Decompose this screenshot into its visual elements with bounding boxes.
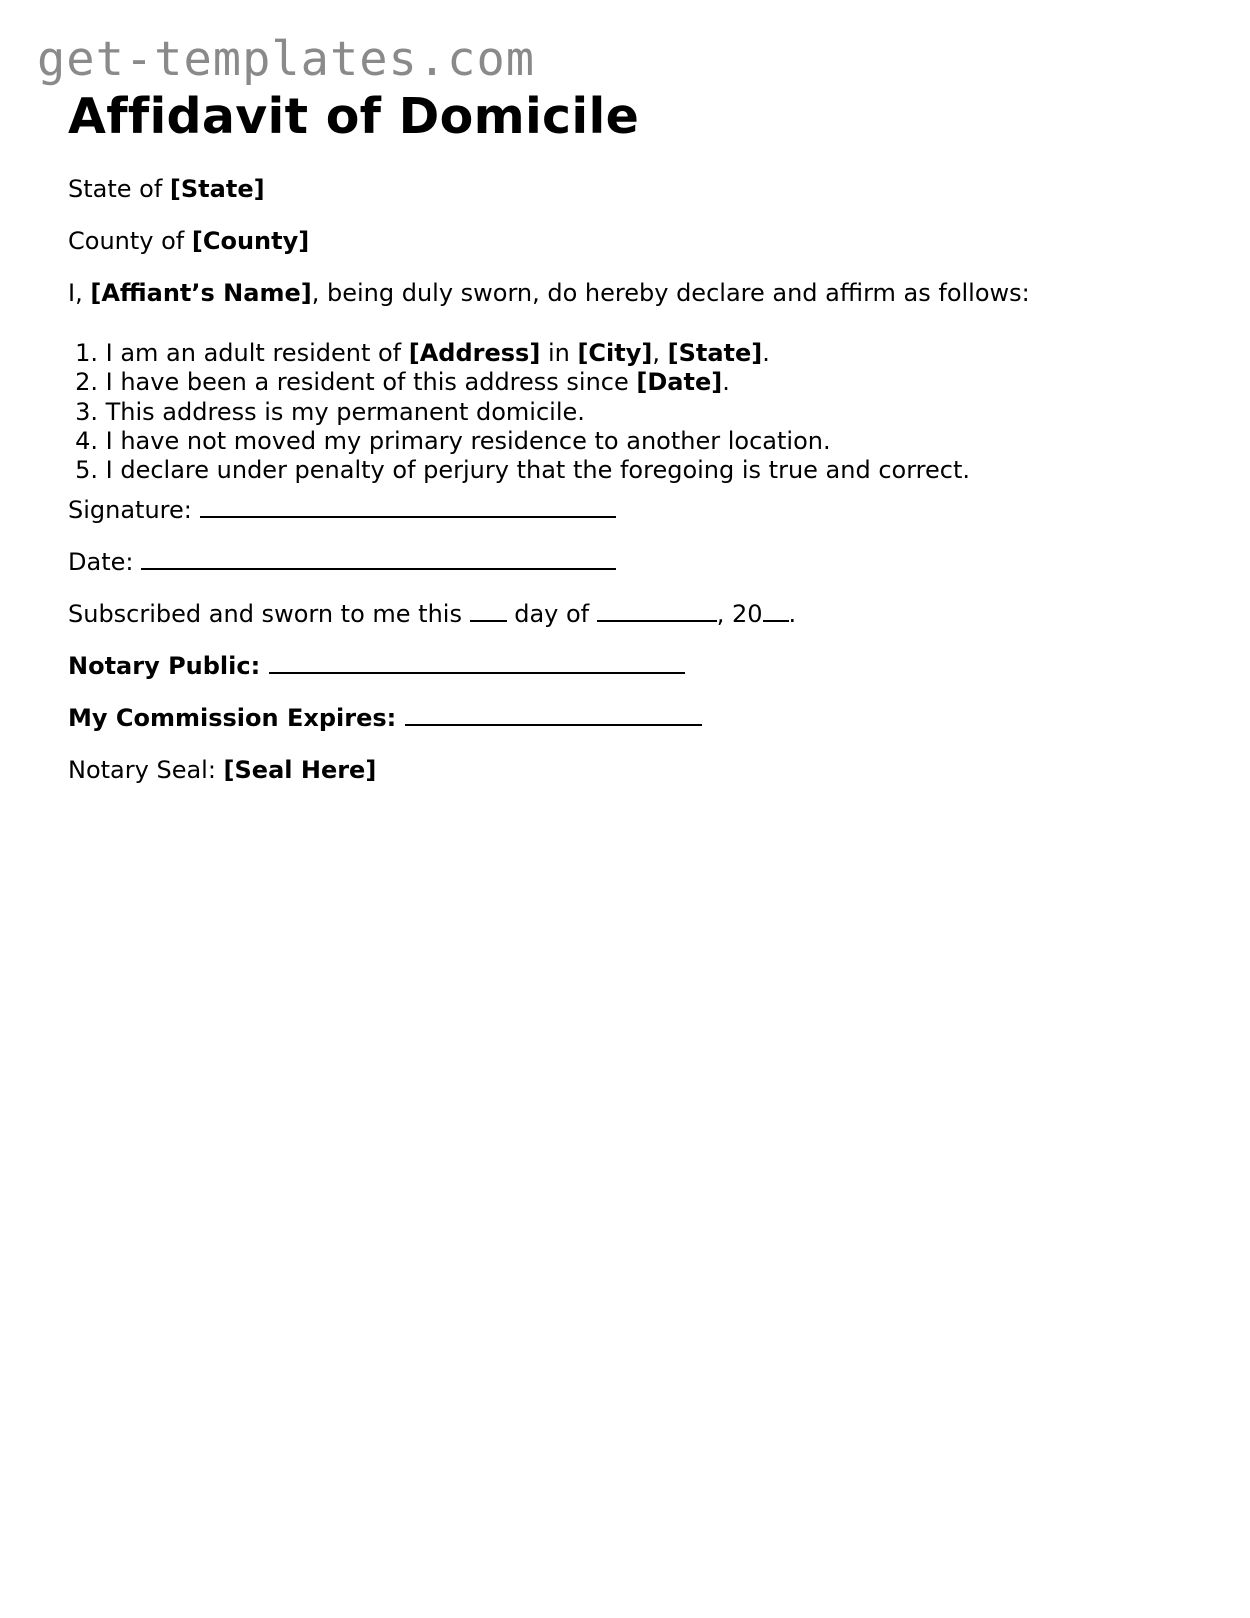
commission-line xyxy=(68,703,702,733)
signature-blank[interactable] xyxy=(200,495,616,518)
date-blank[interactable] xyxy=(141,547,616,570)
notary-public-line xyxy=(68,651,685,681)
list-item: 3. This address is my permanent domicile. xyxy=(75,397,585,426)
subscribed-line: Subscribed and sworn to me this day of , 20 . xyxy=(68,600,797,628)
affiant-name-placeholder: [Affiant’s Name] xyxy=(90,279,312,307)
notary-public-label: Notary Public: xyxy=(68,652,269,680)
state-placeholder: [State] xyxy=(169,175,265,203)
signature-line: Signature: xyxy=(68,495,616,525)
address-placeholder: [Address] xyxy=(408,339,541,367)
year-blank[interactable] xyxy=(763,599,789,622)
county-line: County of [County] xyxy=(68,227,310,255)
notary-public-blank[interactable] xyxy=(269,651,685,674)
month-blank[interactable] xyxy=(597,599,717,622)
document xyxy=(68,86,1208,784)
day-blank[interactable] xyxy=(470,599,507,622)
declaration-line: I, [Affiant’s Name], being duly sworn, do hereby declare and affirm as follows: xyxy=(68,279,1030,307)
city-placeholder: [City] xyxy=(577,339,653,367)
watermark: get-templates.com xyxy=(37,32,536,87)
date-line: Date: xyxy=(68,547,616,577)
list-item: 1. I am an adult resident of [Address] in [City], [State]. xyxy=(75,339,770,367)
county-placeholder: [County] xyxy=(191,227,310,255)
commission-label: My Commission Expires: xyxy=(68,704,405,732)
commission-blank[interactable] xyxy=(405,703,702,726)
list-item: 5. I declare under penalty of perjury that the foregoing is true and correct. xyxy=(75,456,971,485)
state-placeholder-item: [State] xyxy=(667,339,763,367)
date-placeholder: [Date] xyxy=(636,368,723,397)
document-title: Affidavit of Domicile xyxy=(68,88,640,145)
list-item: 2. I have been a resident of this address since [Date]. xyxy=(75,368,730,397)
seal-placeholder: [Seal Here] xyxy=(223,756,377,784)
affirmation-list xyxy=(68,339,970,485)
list-item: 4. I have not moved my primary residence to another location. xyxy=(75,426,831,455)
notary-seal-line: Notary Seal: [Seal Here] xyxy=(68,756,377,784)
state-line: State of [State] xyxy=(68,175,265,203)
